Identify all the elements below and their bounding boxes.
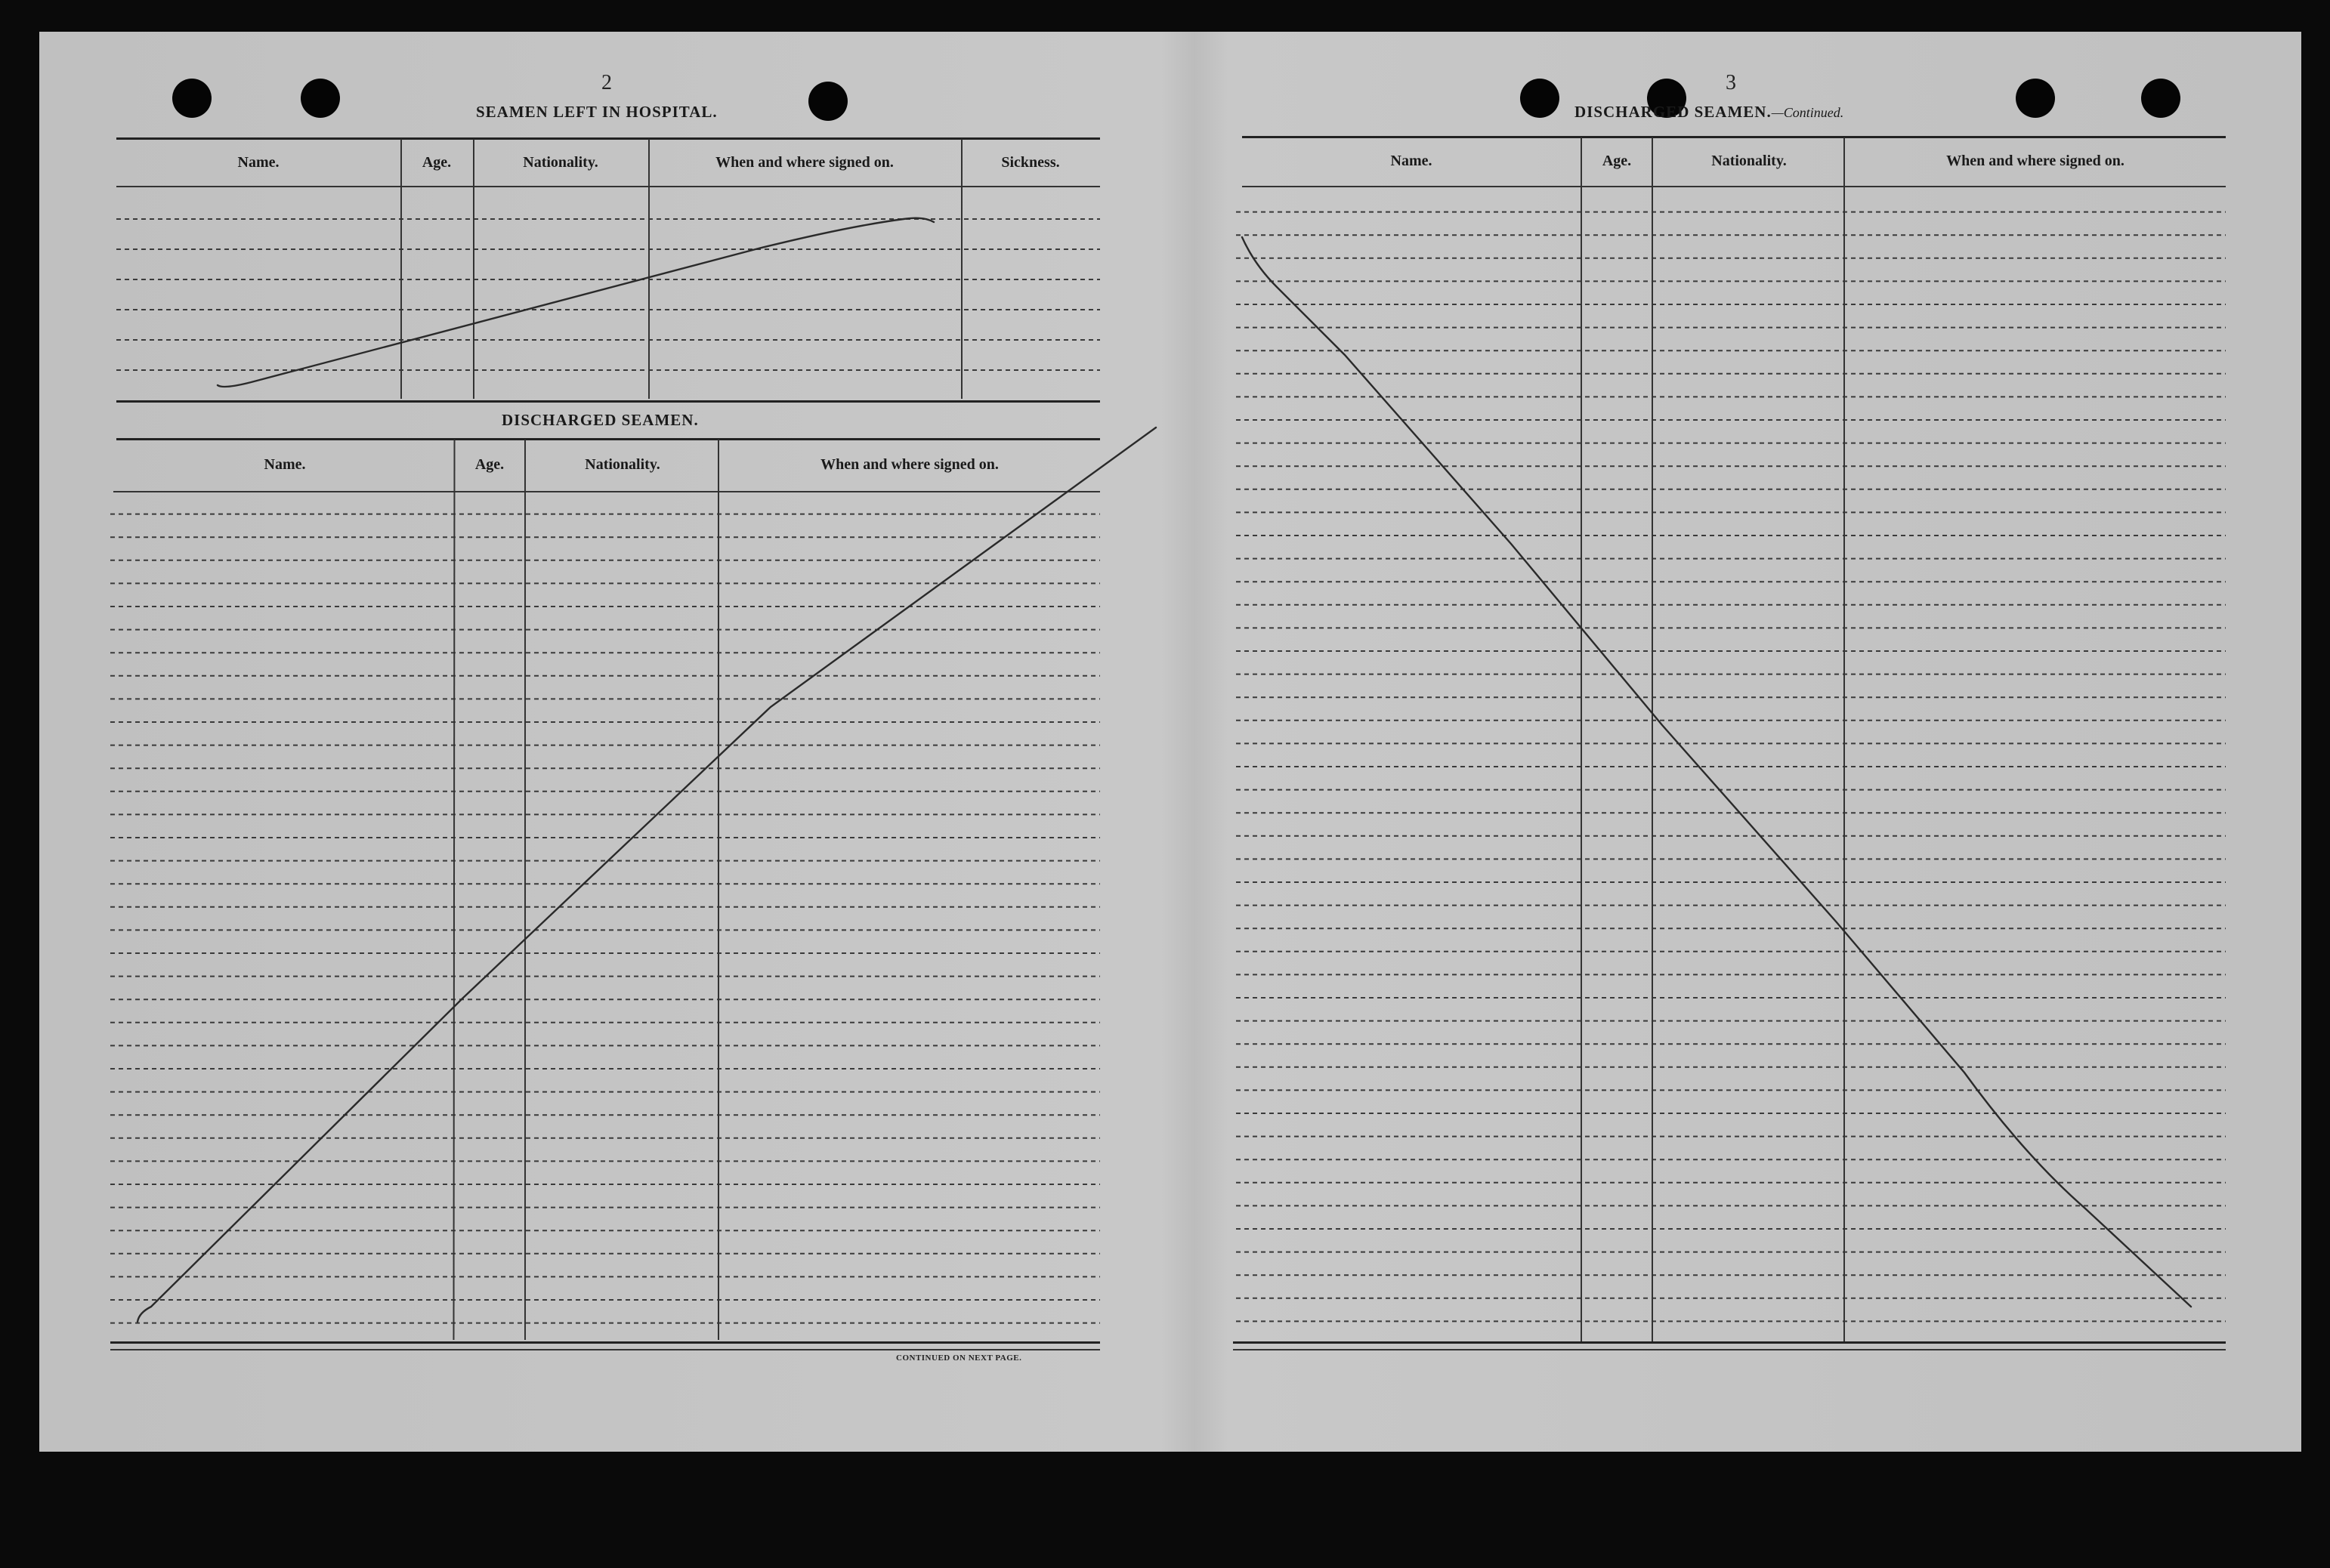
right-col-name: Name. <box>1390 153 1432 169</box>
page-number-right: 3 <box>1726 71 1736 94</box>
right-table-bottom-rule <box>1233 1341 2226 1344</box>
discharged-col-divider <box>524 440 526 1340</box>
punch-hole <box>172 79 212 118</box>
punch-hole <box>808 82 848 121</box>
discharged-table-bottom-rule <box>110 1341 1100 1344</box>
discharged-table-bottom-rule-2 <box>110 1349 1100 1350</box>
discharged-continued-title <box>1574 103 1843 122</box>
hospital-col-divider <box>473 139 474 399</box>
right-col-divider <box>1652 137 1653 1341</box>
hospital-col-age: Age. <box>422 154 452 171</box>
hospital-col-nationality: Nationality. <box>523 154 598 171</box>
right-col-age: Age. <box>1602 153 1632 169</box>
right-col-nationality: Nationality. <box>1711 153 1787 169</box>
page-fold <box>1160 32 1228 1452</box>
page-number-left: 2 <box>601 71 612 94</box>
right-table-bottom-rule-2 <box>1233 1349 2226 1350</box>
right-table-top-rule <box>1242 136 2226 138</box>
hospital-table-bottom-rule <box>116 400 1100 403</box>
right-col-signed-on: When and where signed on. <box>1946 153 2125 169</box>
hospital-section-title: SEAMEN LEFT IN HOSPITAL. <box>476 103 718 121</box>
hospital-col-sickness: Sickness. <box>1001 154 1060 171</box>
punch-hole <box>2016 79 2055 118</box>
discharged-section-title: DISCHARGED SEAMEN. <box>502 411 699 429</box>
discharged-col-signed-on: When and where signed on. <box>820 456 999 473</box>
hospital-col-name: Name. <box>237 154 280 171</box>
continued-footer: CONTINUED ON NEXT PAGE. <box>896 1353 1022 1363</box>
hospital-col-divider <box>400 139 402 399</box>
discharged-col-nationality: Nationality. <box>585 456 660 473</box>
hospital-row-lines <box>116 189 1100 400</box>
hospital-col-divider <box>648 139 650 399</box>
right-row-lines <box>1236 189 2226 1344</box>
discharged-row-lines <box>110 491 1100 1344</box>
punch-hole <box>2141 79 2180 118</box>
right-col-divider <box>1843 137 1845 1341</box>
hospital-header-rule <box>116 186 1100 187</box>
hospital-table-top-rule <box>116 137 1100 140</box>
punch-hole <box>301 79 340 118</box>
discharged-col-age: Age. <box>474 456 505 473</box>
right-header-rule <box>1242 186 2226 187</box>
hospital-col-signed-on: When and where signed on. <box>715 154 894 171</box>
discharged-continued-suffix: —Continued. <box>1771 105 1844 120</box>
punch-hole <box>1520 79 1559 118</box>
discharged-table-top-rule <box>116 438 1100 440</box>
discharged-continued-title-main: DISCHARGED SEAMEN. <box>1574 103 1772 121</box>
hospital-col-divider <box>961 139 963 399</box>
discharged-col-divider <box>718 440 719 1340</box>
discharged-col-name: Name. <box>264 456 306 473</box>
right-col-divider <box>1581 137 1582 1341</box>
